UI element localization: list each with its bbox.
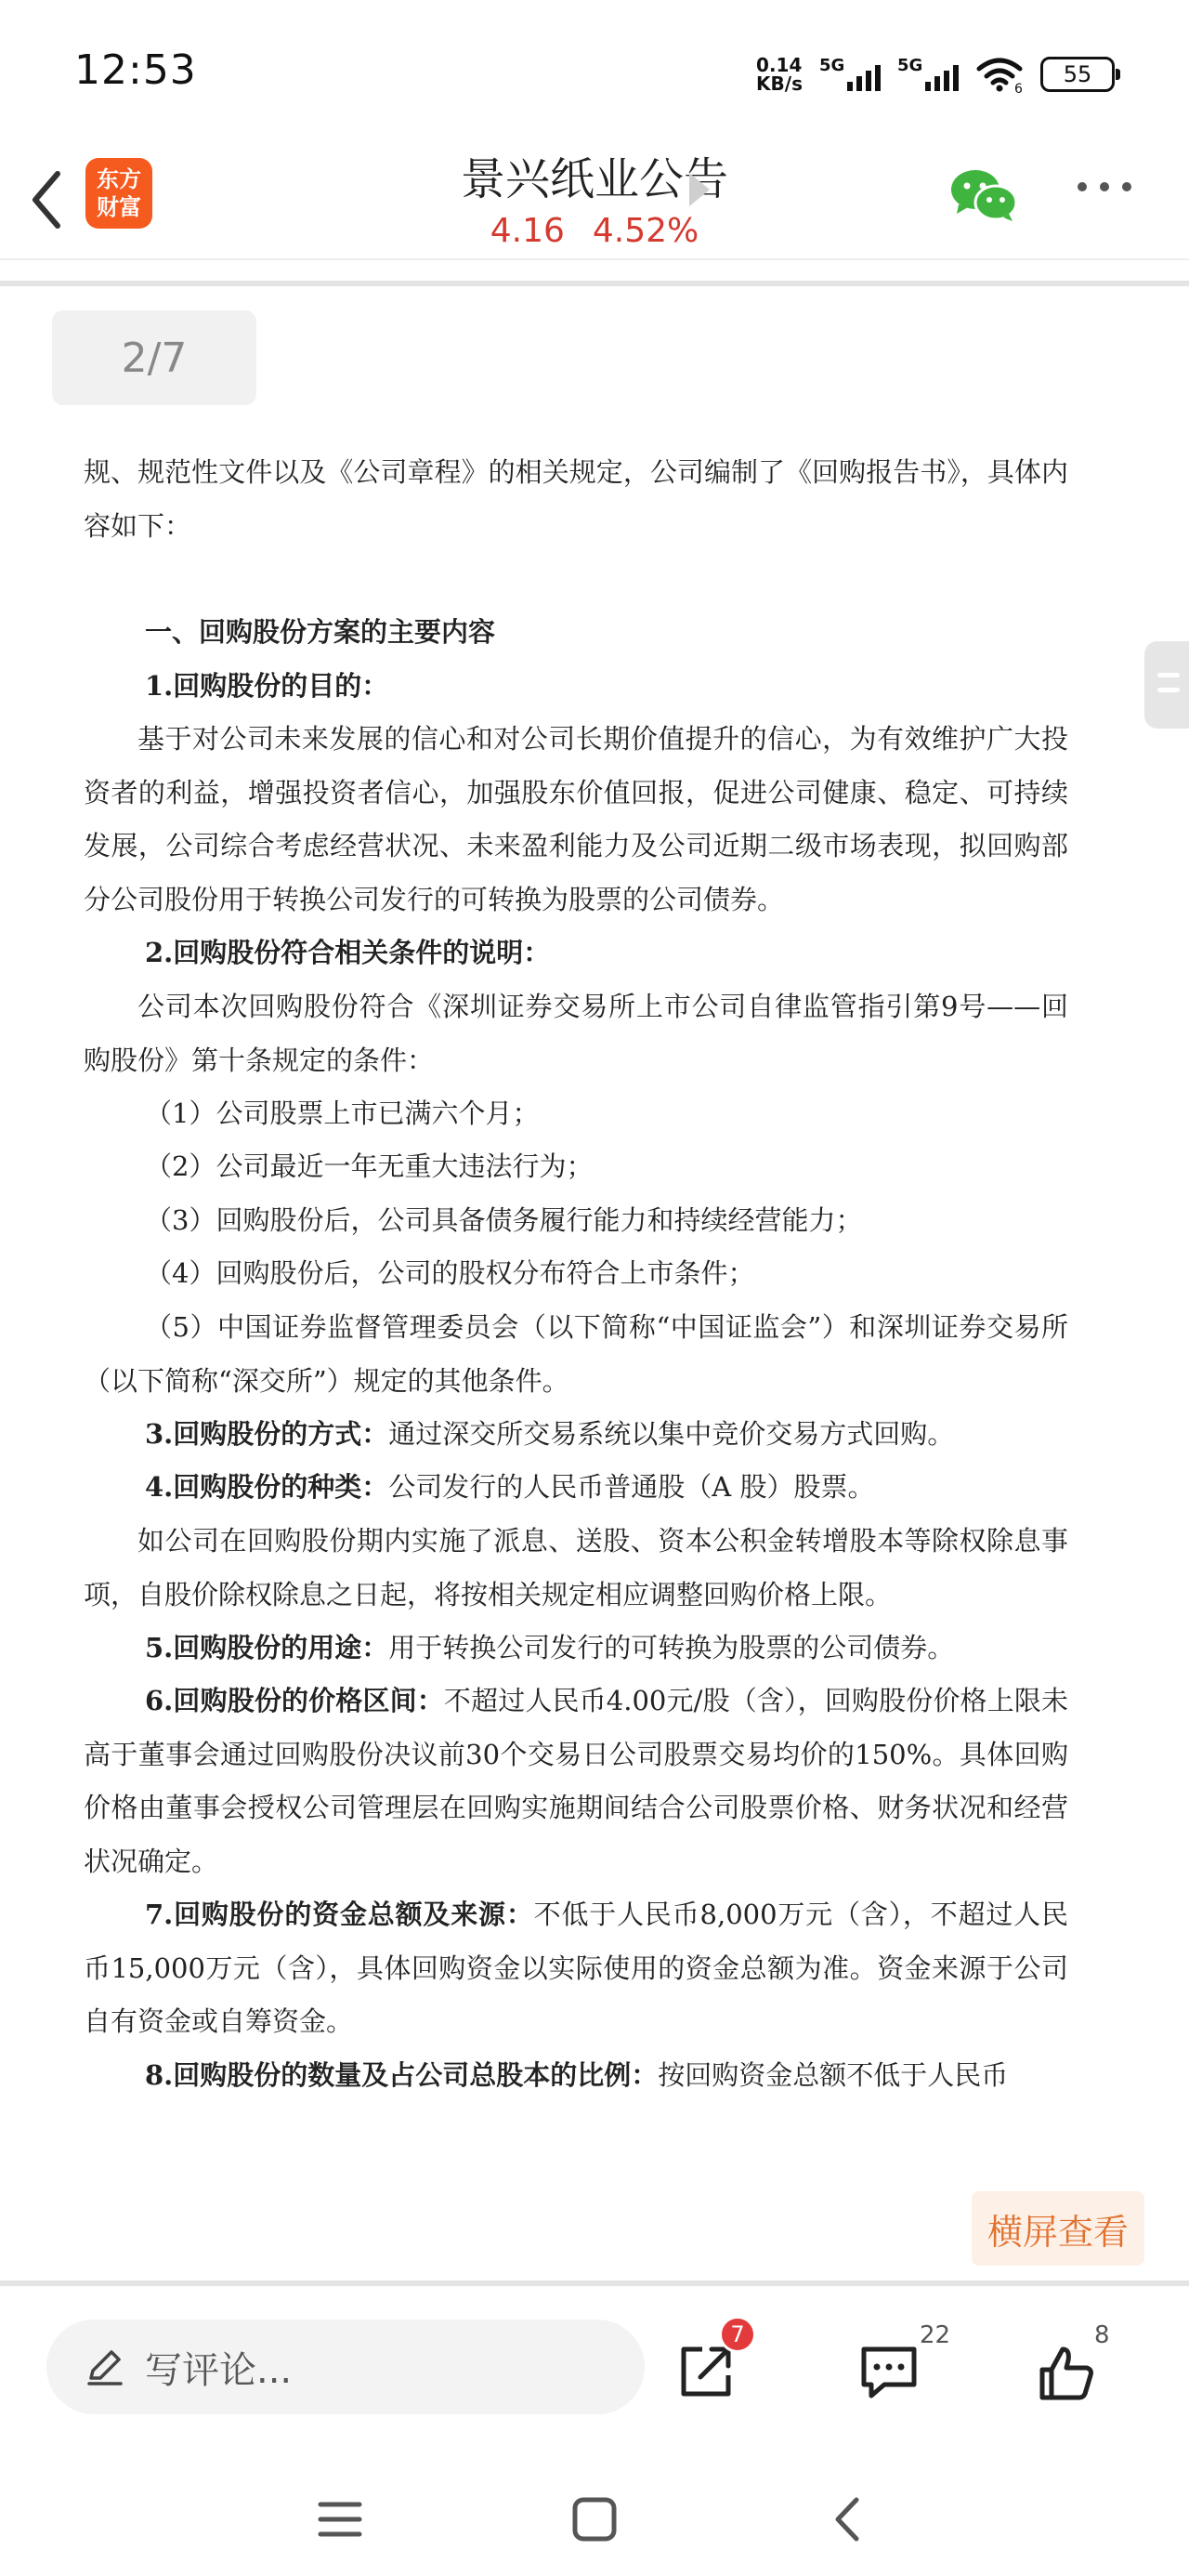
section-title: 一、回购股份方案的主要内容 (145, 616, 496, 648)
battery-icon (1040, 57, 1115, 92)
item4-body: 公司发行的人民币普通股（A 股）股票。 (388, 1471, 875, 1503)
condition-3: （3）回购股份后，公司具备债务履行能力和持续经营能力； (145, 1204, 863, 1236)
item8-body: 按回购资金总额不低于人民币 (658, 2059, 1009, 2091)
wifi-sub-label: 6 (1014, 82, 1023, 93)
like-button[interactable] (1037, 2323, 1111, 2407)
logo-text-1: 东方 (97, 166, 141, 192)
signal-icon-2 (897, 56, 959, 93)
landscape-view-button[interactable]: 横屏查看 (972, 2191, 1144, 2266)
eastmoney-logo[interactable] (85, 158, 152, 229)
item8-title: 8.回购股份的数量及占公司总股本的比例： (145, 2059, 659, 2091)
page-title: 景兴纸业公告 (460, 153, 728, 205)
back-chevron-icon (829, 2496, 866, 2543)
item2-title: 2.回购股份符合相关条件的说明： (145, 937, 551, 968)
comment-icon (858, 2342, 920, 2401)
page-indicator: 2/7 (52, 310, 256, 405)
content-divider (0, 281, 1189, 286)
item7-paragraph (84, 1888, 1068, 2049)
home-square-icon (571, 2496, 618, 2543)
header-divider (0, 258, 1189, 260)
section-heading (84, 606, 1068, 660)
top-navigation (0, 149, 1189, 258)
more-dot-icon (1078, 182, 1087, 191)
triangle-right-icon[interactable] (689, 173, 710, 206)
pencil-icon (84, 2346, 124, 2387)
item6-body: 不超过人民币4.00元/股（含），回购股份价格上限未高于董事会通过回购股份决议前30个交易日公司股票交易均价的150%。具体回购价格由董事会授权公司管理层在回购实施期间结合公司股票价格、财务状况和经营状况确定。 (84, 1685, 1068, 1877)
item5-body: 用于转换公司发行的可转换为股票的公司债券。 (388, 1632, 955, 1663)
network-speed (756, 56, 803, 93)
share-button[interactable] (676, 2323, 751, 2407)
more-dot-icon (1100, 182, 1109, 191)
status-icons (756, 51, 1115, 98)
wechat-icon[interactable] (949, 167, 1018, 223)
stock-change-pct: 4.52% (592, 212, 699, 250)
status-bar (0, 0, 1189, 149)
signal-icon (819, 56, 881, 93)
item2-paragraph: 公司本次回购股份符合《深圳证券交易所上市公司自律监管指引第9号——回购股份》第十条规定的条件： (84, 991, 1068, 1076)
system-back-button[interactable] (810, 2487, 884, 2552)
thumbs-up-icon (1037, 2344, 1096, 2403)
item4-paragraph (84, 1461, 1068, 1515)
item5-title: 5.回购股份的用途： (145, 1632, 389, 1663)
chevron-left-icon (28, 170, 65, 230)
signal-label-2: 5G (897, 56, 923, 75)
home-button[interactable] (557, 2487, 632, 2552)
condition-1: （1）公司股票上市已满六个月； (145, 1097, 540, 1129)
network-speed-unit: KB/s (756, 72, 803, 95)
comment-input[interactable] (46, 2320, 645, 2414)
battery-level: 55 (1063, 61, 1092, 87)
more-dot-icon (1122, 182, 1131, 191)
item6-paragraph (84, 1675, 1068, 1888)
item5-paragraph (84, 1622, 1068, 1676)
side-drawer-handle[interactable] (1144, 641, 1189, 729)
bottom-divider (0, 2280, 1189, 2286)
logo-text-2: 财富 (97, 194, 141, 220)
system-navigation-bar (0, 2463, 1189, 2576)
network-speed-value: 0.14 (756, 54, 803, 76)
share-badge: 7 (719, 2316, 756, 2353)
share-icon (676, 2342, 736, 2401)
item7-title: 7.回购股份的资金总额及来源： (145, 1899, 534, 1930)
item3-body: 通过深交所交易系统以集中竞价交易方式回购。 (388, 1418, 955, 1450)
menu-icon (317, 2499, 363, 2540)
item3-paragraph (84, 1408, 1068, 1462)
comment-count: 22 (920, 2321, 951, 2349)
stock-price: 4.16 (490, 212, 565, 250)
stock-title-block[interactable] (353, 149, 836, 253)
item6-title: 6.回购股份的价格区间： (145, 1685, 444, 1716)
like-count: 8 (1094, 2321, 1110, 2349)
more-options-button[interactable] (1078, 182, 1131, 191)
back-button[interactable] (19, 158, 74, 242)
comments-button[interactable] (858, 2321, 951, 2407)
item4-title: 4.回购股份的种类： (145, 1471, 389, 1503)
item8-paragraph (84, 2049, 1068, 2103)
doc-intro: 规、规范性文件以及《公司章程》的相关规定，公司编制了《回购报告书》，具体内容如下： (84, 456, 1068, 542)
item2-heading (84, 927, 1068, 980)
condition-5: （5）中国证券监督管理委员会（以下简称“中国证监会”）和深圳证券交易所（以下简称“深交所”）规定的其他条件。 (84, 1311, 1068, 1397)
wifi-icon (975, 56, 1024, 93)
stock-quote (353, 210, 836, 253)
condition-2: （2）公司最近一年无重大违法行为； (145, 1150, 594, 1182)
item4-note: 如公司在回购股份期内实施了派息、送股、资本公积金转增股本等除权除息事项，自股价除权除息之日起，将按相关规定相应调整回购价格上限。 (84, 1525, 1068, 1610)
menu-button[interactable] (303, 2487, 377, 2552)
item3-title: 3.回购股份的方式： (145, 1418, 389, 1450)
item7-body: 不低于人民币8,000万元（含），不超过人民币15,000万元（含），具体回购资金以实际使用的资金总额为准。资金来源于公司自有资金或自筹资金。 (84, 1899, 1068, 2037)
signal-label: 5G (819, 56, 845, 75)
comment-placeholder: 写评论... (145, 2348, 293, 2392)
status-time: 12:53 (74, 46, 197, 94)
condition-4: （4）回购股份后，公司的股权分布符合上市条件； (145, 1257, 755, 1289)
item1-paragraph: 基于对公司未来发展的信心和对公司长期价值提升的信心，为有效维护广大投资者的利益，增强投资者信心，加强股东价值回报，促进公司健康、稳定、可持续发展，公司综合考虑经营状况、未来盈利能力及公司近期二级市场表现，拟回购部分公司股份用于转换公司发行的可转换为股票的公司债券。 (84, 723, 1068, 915)
item1-title: 1.回购股份的目的： (145, 670, 389, 702)
item1-heading (84, 660, 1068, 714)
